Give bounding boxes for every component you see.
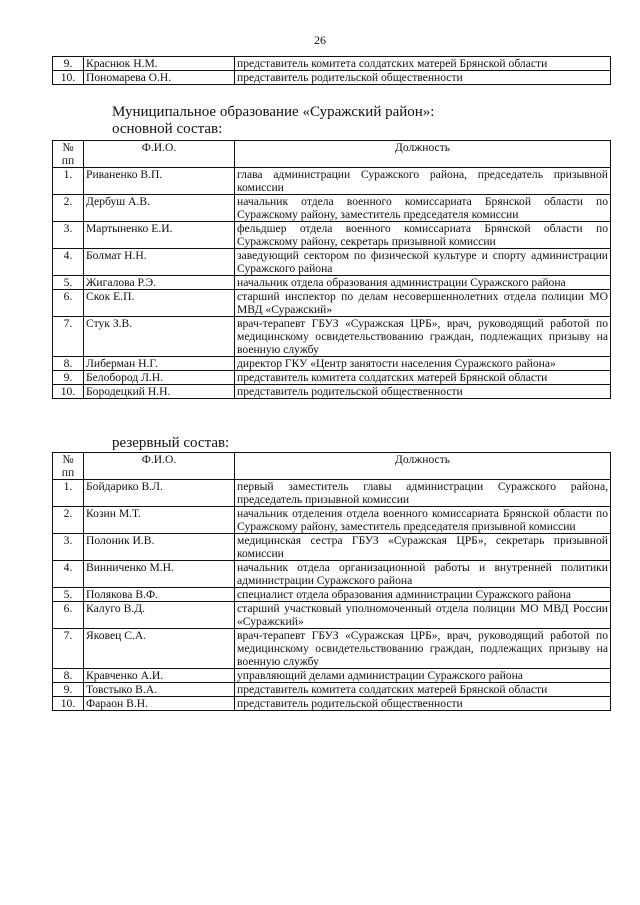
table-row	[53, 168, 611, 195]
member-name: Мартыненко Е.И.	[84, 222, 235, 249]
table-row	[53, 57, 611, 71]
member-name: Краснюк Н.М.	[84, 57, 235, 71]
member-name: Фараон В.Н.	[84, 697, 235, 711]
header-num: № пп	[53, 141, 84, 168]
member-name: Бойдарико В.Л.	[84, 480, 235, 507]
member-position: старший инспектор по делам несовершеннолетних отдела полиции МО МВД «Суражский»	[235, 290, 611, 317]
table-row	[53, 71, 611, 85]
member-name: Дербуш А.В.	[84, 195, 235, 222]
member-position: старший участковый уполномоченный отдела полиции МО МВД России «Суражский»	[235, 602, 611, 629]
table-row	[53, 357, 611, 371]
member-position: начальник отдела военного комиссариата Брянской области по Суражскому району, заместитель председателя комиссии	[235, 195, 611, 222]
row-number: 6.	[53, 290, 84, 317]
table-row	[53, 629, 611, 669]
row-number: 8.	[53, 357, 84, 371]
table-row	[53, 317, 611, 357]
member-position: врач-терапевт ГБУЗ «Суражская ЦРБ», врач, руководящий работой по медицинскому освидетельствованию граждан, подлежащих призыву на военную службу	[235, 317, 611, 357]
member-name: Винниченко М.Н.	[84, 561, 235, 588]
table-row	[53, 195, 611, 222]
member-name: Товстыко В.А.	[84, 683, 235, 697]
member-position: начальник отдела образования администрации Суражского района	[235, 276, 611, 290]
table-row	[53, 507, 611, 534]
member-name: Либерман Н.Г.	[84, 357, 235, 371]
row-number: 2.	[53, 507, 84, 534]
header-name: Ф.И.О.	[84, 453, 235, 480]
row-number: 1.	[53, 168, 84, 195]
main-composition-table	[52, 140, 611, 399]
member-position: начальник отдела организационной работы и внутренней политики администрации Суражского района	[235, 561, 611, 588]
row-number: 8.	[53, 669, 84, 683]
table-row	[53, 534, 611, 561]
member-name: Жигалова Р.Э.	[84, 276, 235, 290]
row-number: 9.	[53, 683, 84, 697]
row-number: 10.	[53, 697, 84, 711]
header-num: № пп	[53, 453, 84, 480]
row-number: 2.	[53, 195, 84, 222]
table-row	[53, 669, 611, 683]
member-position: представитель родительской общественности	[235, 385, 611, 399]
member-name: Белобород Л.Н.	[84, 371, 235, 385]
member-position: управляющий делами администрации Суражского района	[235, 669, 611, 683]
table-header-row	[53, 453, 611, 480]
member-position: врач-терапевт ГБУЗ «Суражская ЦРБ», врач, руководящий работой по медицинскому освидетельствованию граждан, подлежащих призыву на военную службу	[235, 629, 611, 669]
member-name: Стук З.В.	[84, 317, 235, 357]
row-number: 5.	[53, 276, 84, 290]
member-position: первый заместитель главы администрации Суражского района, председатель призывной комиссии	[235, 480, 611, 507]
row-number: 5.	[53, 588, 84, 602]
member-position: фельдшер отдела военного комиссариата Брянской области по Суражскому району, секретарь призывной комиссии	[235, 222, 611, 249]
member-name: Бородецкий Н.Н.	[84, 385, 235, 399]
table-row	[53, 385, 611, 399]
member-position: специалист отдела образования администрации Суражского района	[235, 588, 611, 602]
member-position: представитель родительской общественности	[235, 71, 611, 85]
row-number: 4.	[53, 561, 84, 588]
member-name: Козин М.Т.	[84, 507, 235, 534]
member-position: медицинская сестра ГБУЗ «Суражская ЦРБ», секретарь призывной комиссии	[235, 534, 611, 561]
header-position: Должность	[235, 141, 611, 168]
row-number: 1.	[53, 480, 84, 507]
table-row	[53, 249, 611, 276]
member-name: Скок Е.П.	[84, 290, 235, 317]
row-number: 7.	[53, 629, 84, 669]
reserve-composition-table	[52, 452, 611, 711]
table-row	[53, 371, 611, 385]
member-name: Болмат Н.Н.	[84, 249, 235, 276]
member-position: представитель комитета солдатских матерей Брянской области	[235, 57, 611, 71]
table-row	[53, 290, 611, 317]
row-number: 3.	[53, 534, 84, 561]
row-number: 9.	[53, 371, 84, 385]
table-row	[53, 276, 611, 290]
row-number: 3.	[53, 222, 84, 249]
page-number: 26	[314, 33, 326, 47]
row-number: 6.	[53, 602, 84, 629]
member-name: Калуго В.Д.	[84, 602, 235, 629]
member-position: директор ГКУ «Центр занятости населения Суражского района»	[235, 357, 611, 371]
municipality-title: Муниципальное образование «Суражский район»:	[112, 104, 435, 120]
member-position: начальник отделения отдела военного комиссариата Брянской области по Суражскому району, заместитель председателя призывной комиссии	[235, 507, 611, 534]
table-row	[53, 222, 611, 249]
member-name: Полоник И.В.	[84, 534, 235, 561]
table-header-row	[53, 141, 611, 168]
member-name: Пономарева О.Н.	[84, 71, 235, 85]
previous-members-table	[52, 56, 611, 85]
table-row	[53, 697, 611, 711]
row-number: 7.	[53, 317, 84, 357]
member-position: представитель комитета солдатских матерей Брянской области	[235, 371, 611, 385]
table-row	[53, 588, 611, 602]
table-row	[53, 683, 611, 697]
member-name: Риваненко В.П.	[84, 168, 235, 195]
table-row	[53, 561, 611, 588]
member-position: представитель родительской общественности	[235, 697, 611, 711]
member-name: Яковец С.А.	[84, 629, 235, 669]
member-name: Кравченко А.И.	[84, 669, 235, 683]
header-name: Ф.И.О.	[84, 141, 235, 168]
member-position: заведующий сектором по физической культуре и спорту администрации Суражского района	[235, 249, 611, 276]
table-row	[53, 480, 611, 507]
row-number: 9.	[53, 57, 84, 71]
row-number: 10.	[53, 71, 84, 85]
header-position: Должность	[235, 453, 611, 480]
main-composition-heading: основной состав:	[112, 121, 223, 137]
member-name: Полякова В.Ф.	[84, 588, 235, 602]
member-position: представитель комитета солдатских матерей Брянской области	[235, 683, 611, 697]
reserve-composition-heading: резервный состав:	[112, 435, 230, 451]
table-row	[53, 602, 611, 629]
row-number: 4.	[53, 249, 84, 276]
member-position: глава администрации Суражского района, председатель призывной комиссии	[235, 168, 611, 195]
row-number: 10.	[53, 385, 84, 399]
